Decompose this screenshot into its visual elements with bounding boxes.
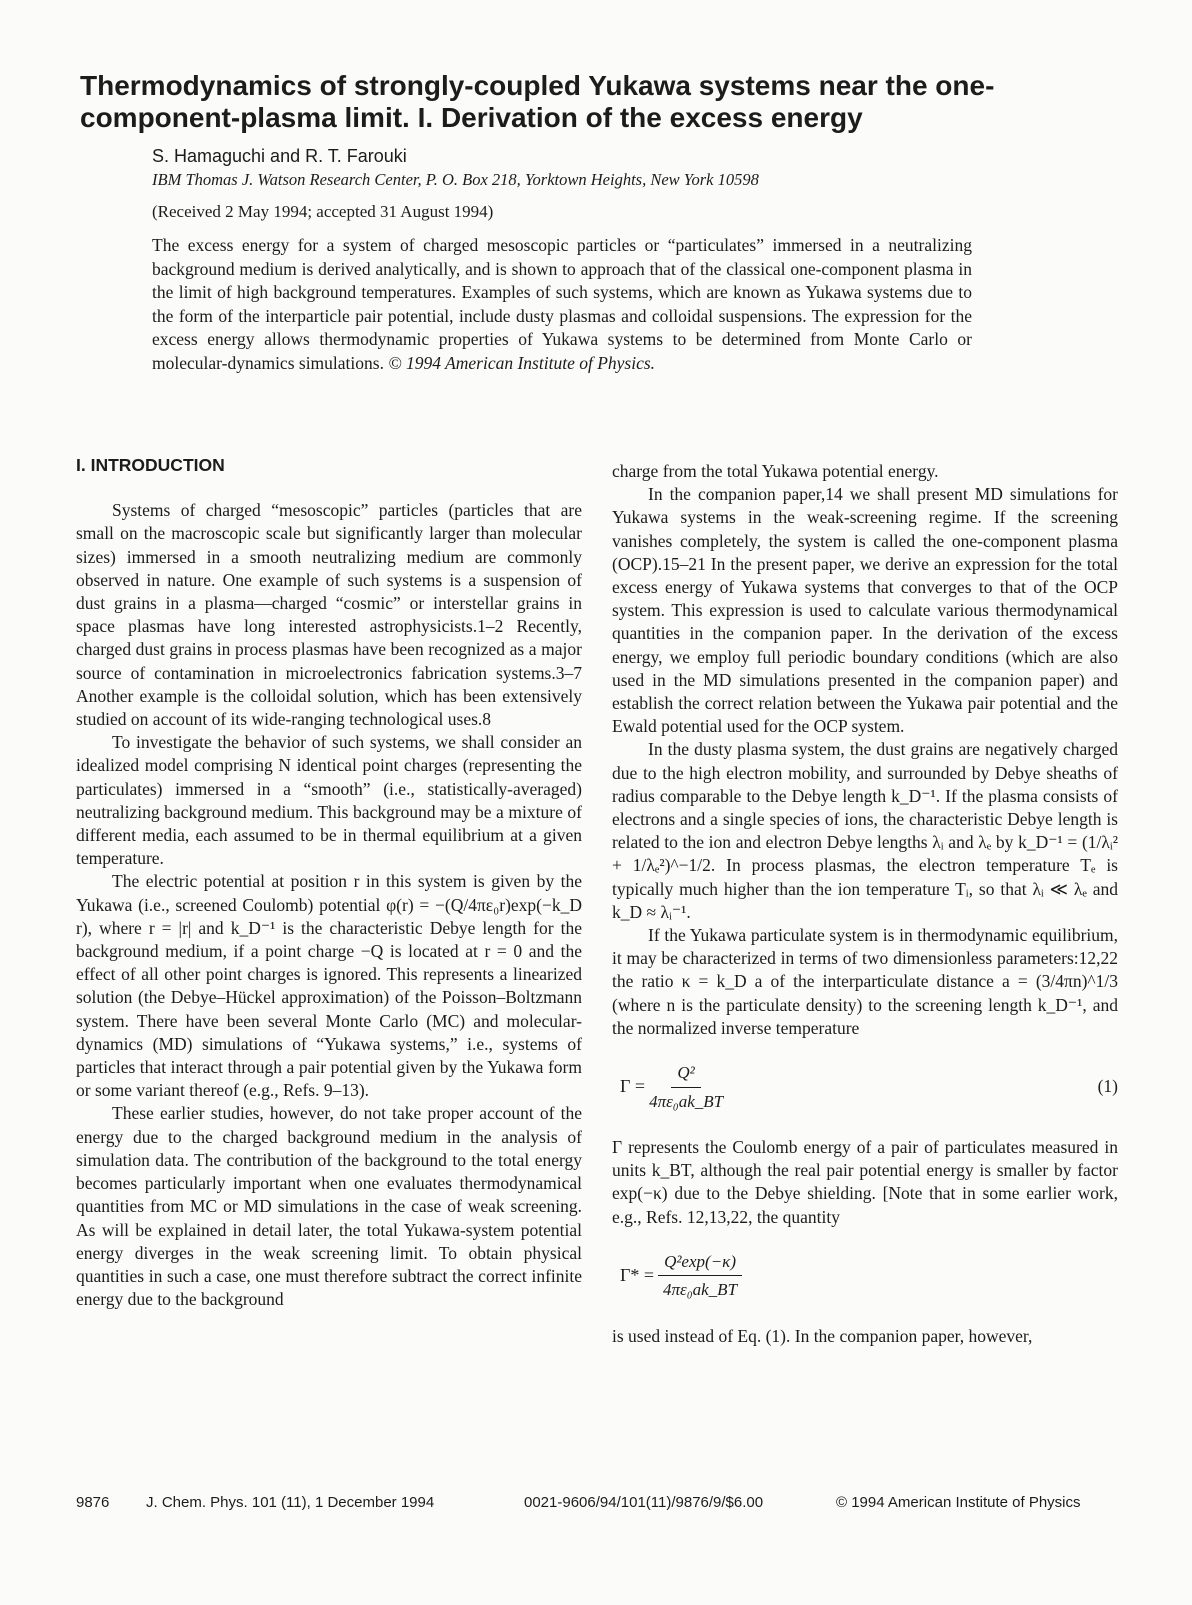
fraction-denominator: 4πε₀ak_BT: [663, 1280, 738, 1300]
abstract: [152, 234, 972, 375]
body-paragraph: Systems of charged “mesoscopic” particles (particles that are small on the macroscopic scale but significantly larger than molecular sizes) immersed in a smooth neutralizing medium are commonly observed in nature. One example of such systems is a suspension of dust grains in a plasma—charged “cosmic” or interstellar grains in space plasmas have long interested astrophysicists.1–2 Recently, charged dust grains in process plasmas have been recognized as a major source of contamination in microelectronics fabrication systems.3–7 Another example is the colloidal solution, which has been extensively studied on account of its wide-ranging technological uses.8: [76, 500, 582, 730]
body-paragraph: In the dusty plasma system, the dust grains are negatively charged due to the high electron mobility, and surrounded by Debye sheaths of radius comparable to the Debye length k_D⁻¹. If the plasma consists of electrons and a single species of ions, the characteristic Debye length is related to the ion and electron Debye lengths λᵢ and λₑ by k_D⁻¹ = (1/λᵢ² + 1/λₑ²)^−1/2. In process plasmas, the electron temperature Tₑ is typically much higher than the ion temperature Tᵢ, so that λᵢ ≪ λₑ and k_D ≈ λᵢ⁻¹.: [612, 739, 1118, 922]
author-list: S. Hamaguchi and R. T. Farouki: [152, 146, 407, 166]
body-paragraph: In the companion paper,14 we shall present MD simulations for Yukawa systems in the weak-screening regime. If the screening vanishes completely, the system is called the one-component plasma (OCP).15–21 In the present paper, we derive an expression for the total excess energy of Yukawa systems that converges to that of the OCP system. This expression is used to calculate various thermodynamical quantities in the companion paper. In the derivation of the excess energy, we employ full periodic boundary conditions (which are also used in the MD simulations presented in the companion paper) and establish the correct relation between the Yukawa pair potential and the Ewald potential used for the OCP system.: [612, 484, 1118, 737]
body-paragraph: To investigate the behavior of such systems, we shall consider an idealized model comprising N identical point charges (representing the particulates) immersed in a “smooth” (i.e., statistically-averaged) neutralizing background medium. This background may be a mixture of different media, each assumed to be in thermal equilibrium at a given temperature.: [76, 732, 582, 869]
footer-journal-citation: J. Chem. Phys. 101 (11), 1 December 1994: [146, 1494, 435, 1511]
body-paragraph: charge from the total Yukawa potential energy.: [612, 461, 939, 481]
author-affiliation: IBM Thomas J. Watson Research Center, P. O. Box 218, Yorktown Heights, New York 10598: [152, 170, 759, 189]
paper-title: Thermodynamics of strongly-coupled Yukawa systems near the one-component-plasma limit. I. Derivation of the excess energy: [80, 70, 995, 133]
footer-page-number: 9876: [76, 1494, 110, 1511]
abstract-text: The excess energy for a system of charged mesoscopic particles or “particulates” immersed in a neutralizing background medium is derived analytically, and is shown to approach that of the classical one-component plasma in the limit of high background temperatures. Examples of such systems, which are known as Yukawa systems due to the form of the interparticle pair potential, include dusty plasmas and colloidal suspensions. The expression for the excess energy allows thermodynamic properties of Yukawa systems to be determined from Monte Carlo or molecular-dynamics simulations.: [152, 235, 972, 373]
body-paragraph: Γ represents the Coulomb energy of a pair of particulates measured in units k_BT, although the real pair potential energy is smaller by factor exp(−κ) due to the Debye shielding. [Note that in some earlier work, e.g., Refs. 12,13,22, the quantity: [612, 1137, 1118, 1227]
equation-fraction: [658, 1250, 742, 1301]
fraction-denominator: 4πε₀ak_BT: [649, 1091, 724, 1111]
right-column: [612, 460, 1118, 1348]
equation-1: [612, 1054, 1118, 1120]
equation-lhs: Γ =: [620, 1076, 646, 1097]
fraction-numerator: Q²: [671, 1061, 700, 1087]
footer-copyright: © 1994 American Institute of Physics: [836, 1494, 1081, 1511]
body-paragraph: The electric potential at position r in this system is given by the Yukawa (i.e., screened Coulomb) potential φ(r) = −(Q/4πε₀r)exp(−k_D r), where r = |r| and k_D⁻¹ is the characteristic Debye length for the background medium, if a point charge −Q is located at r = 0 and the effect of all other point charges is ignored. This represents a linearized solution (the Debye–Hückel approximation) of the Poisson–Boltzmann system. There have been several Monte Carlo (MC) and molecular-dynamics (MD) simulations of “Yukawa systems,” i.e., systems of particles that interact through a pair potential given by the Yukawa form or some variant thereof (e.g., Refs. 9–13).: [76, 871, 582, 1101]
equation-fraction: [649, 1061, 723, 1112]
left-column: [76, 454, 582, 1311]
abstract-copyright: © 1994 American Institute of Physics.: [388, 352, 656, 373]
equation-2: [612, 1243, 1118, 1309]
received-dates: (Received 2 May 1994; accepted 31 August 1994): [152, 202, 494, 221]
body-paragraph: is used instead of Eq. (1). In the companion paper, however,: [612, 1325, 1033, 1346]
body-paragraph: These earlier studies, however, do not take proper account of the energy due to the charged background medium in the analysis of simulation data. The contribution of the background to the total energy becomes particularly important when one evaluates thermodynamical quantities from MC or MD simulations in the case of weak screening. As will be explained in detail later, the total Yukawa-system potential energy diverges in the weak screening limit. To obtain physical quantities in such a case, one must therefore subtract the correct infinite energy due to the background: [76, 1103, 582, 1310]
footer-article-code: 0021-9606/94/101(11)/9876/9/$6.00: [524, 1494, 764, 1511]
section-heading-introduction: I. INTRODUCTION: [76, 455, 225, 475]
equation-lhs: Γ* =: [620, 1265, 655, 1286]
equation-number: (1): [1097, 1076, 1118, 1097]
fraction-numerator: Q²exp(−κ): [658, 1250, 742, 1276]
body-paragraph: If the Yukawa particulate system is in thermodynamic equilibrium, it may be characterized in terms of two dimensionless parameters:12,22 the ratio κ = k_D a of the interparticulate distance a = (3/4πn)^1/3 (where n is the particulate density) to the screening length k_D⁻¹, and the normalized inverse temperature: [612, 925, 1118, 1038]
